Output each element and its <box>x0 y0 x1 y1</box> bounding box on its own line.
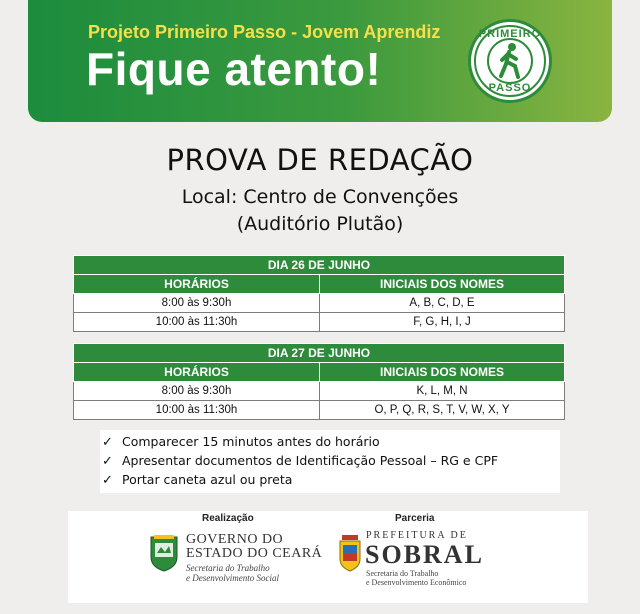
list-item-text: Portar caneta azul ou preta <box>122 472 293 487</box>
logo-text-bottom: PASSO <box>488 82 532 94</box>
gov-sub-line2: e Desenvolvimento Social <box>186 573 279 583</box>
gov-name-line2: ESTADO DO CEARÁ <box>186 546 323 561</box>
list-item <box>102 432 560 451</box>
header-banner <box>28 0 612 122</box>
footer-logos <box>68 511 588 603</box>
sobral-name: SOBRAL <box>365 540 484 569</box>
list-item <box>102 451 560 470</box>
page-title: PROVA DE REDAÇÃO <box>166 143 474 177</box>
sobral-sub-line1: Secretaria do Trabalho <box>366 569 439 578</box>
checkmark-icon: ✓ <box>102 473 113 488</box>
column-header-initials: INICIAIS DOS NOMES <box>320 363 565 382</box>
table-row <box>74 313 565 332</box>
column-header-hours: HORÁRIOS <box>74 275 320 294</box>
list-item-text: Apresentar documentos de Identificação Pessoal – RG e CPF <box>122 453 499 468</box>
realizacao-label: Realização <box>202 513 254 524</box>
logo-text-top: PRIMEIRO <box>478 28 542 40</box>
gov-name-line1: GOVERNO DO <box>186 532 284 547</box>
ceara-crest-icon <box>148 533 180 573</box>
gov-name <box>186 533 322 561</box>
parceria-label: Parceria <box>395 513 435 524</box>
banner-headline: Fique atento! <box>86 43 382 95</box>
cell-initials: A, B, C, D, E <box>320 294 565 313</box>
location-line-2: (Auditório Plutão) <box>236 213 404 235</box>
sobral-sub-line2: e Desenvolvimento Econômico <box>366 578 467 587</box>
table-row <box>74 401 565 420</box>
cell-time: 10:00 às 11:30h <box>74 401 320 420</box>
cell-initials: K, L, M, N <box>320 382 565 401</box>
sobral-prefeitura: PREFEITURA DE <box>366 530 468 541</box>
column-header-hours: HORÁRIOS <box>74 363 320 382</box>
sobral-department <box>366 569 466 587</box>
table-day-header: DIA 27 DE JUNHO <box>74 344 565 363</box>
column-header-initials: INICIAIS DOS NOMES <box>320 275 565 294</box>
cell-initials: O, P, Q, R, S, T, V, W, X, Y <box>320 401 565 420</box>
checkmark-icon: ✓ <box>102 435 113 450</box>
gov-sub-line1: Secretaria do Trabalho <box>186 563 270 573</box>
table-row <box>74 382 565 401</box>
cell-time: 8:00 às 9:30h <box>74 294 320 313</box>
sobral-crest-icon <box>338 533 362 573</box>
cell-time: 10:00 às 11:30h <box>74 313 320 332</box>
cell-time: 8:00 às 9:30h <box>74 382 320 401</box>
banner-subtitle: Projeto Primeiro Passo - Jovem Aprendiz <box>88 22 441 42</box>
checkmark-icon: ✓ <box>102 454 113 469</box>
list-item <box>102 470 560 489</box>
table-day-header: DIA 26 DE JUNHO <box>74 256 565 275</box>
cell-initials: F, G, H, I, J <box>320 313 565 332</box>
instructions-checklist <box>100 430 560 493</box>
primeiro-passo-logo <box>468 19 552 103</box>
list-item-text: Comparecer 15 minutos antes do horário <box>122 434 380 449</box>
schedule-table-day1 <box>73 255 565 332</box>
gov-department <box>186 563 279 583</box>
table-row <box>74 294 565 313</box>
location-line-1: Local: Centro de Convenções <box>181 186 459 208</box>
schedule-table-day2 <box>73 343 565 420</box>
